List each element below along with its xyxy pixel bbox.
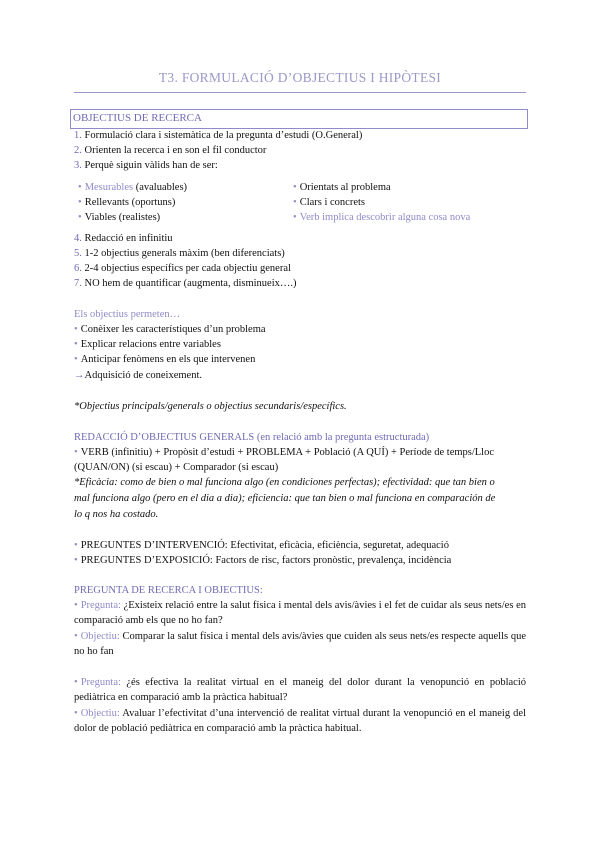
redaction-header: REDACCIÓ D’OBJECTIUS GENERALS (en relació amb la pregunta estructurada) <box>74 432 430 443</box>
example-1-objective: • Objectiu: Comparar la salut física i mental dels avis/àvies que cuiden als seus nets/es respecte aquells que no ho fan <box>74 631 526 657</box>
right-criteria-list <box>293 180 470 225</box>
list-item: • Rellevants (oportuns) <box>78 197 176 208</box>
objectives-header-box <box>70 109 528 129</box>
list-item: • Clars i concrets <box>293 197 365 208</box>
arrow-right-icon: → <box>74 370 85 381</box>
list-item: 4. Redacció en infinitiu <box>74 233 173 244</box>
redaction-formula-cont: (QUAN/ON) (si escau) + Comparador (si escau) <box>74 462 279 473</box>
left-criteria-list <box>78 180 187 225</box>
list-item: 1. Formulació clara i sistemàtica de la pregunta d’estudi (O.General) <box>74 130 363 141</box>
list-item: • Viables (realistes) <box>78 212 161 223</box>
list-item: 7. NO hem de quantificar (augmenta, disminueix….) <box>74 278 297 289</box>
list-item: 6. 2-4 objectius específics per cada objectiu general <box>74 263 291 274</box>
list-item: 3. Perquè siguin vàlids han de ser: <box>74 160 218 171</box>
pq-header: PREGUNTA DE RECERCA I OBJECTIUS: <box>74 585 263 596</box>
list-item: • PREGUNTES D’EXPOSICIÓ: Factors de risc, factors pronòstic, prevalença, incidència <box>74 555 452 566</box>
list-item: • Mesurables (avaluables) <box>78 182 188 193</box>
allow-header: Els objectius permeten… <box>74 309 181 320</box>
objectives-header: OBJECTIUS DE RECERCA <box>73 112 202 124</box>
efficacy-note: *Eficàcia: como de bien o mal funciona algo (en condiciones perfectas); efectividad: que tan bien o <box>74 477 495 488</box>
list-item: • Anticipar fenòmens en els que intervenen <box>74 354 256 365</box>
note: *Objectius principals/generals o objectius secundaris/específics. <box>74 401 347 412</box>
list-item: • Orientats al problema <box>293 182 391 193</box>
efficacy-note-end: lo q nos ha costado. <box>74 509 159 520</box>
example-2-objective: • Objectiu: Avaluar l’efectivitat d’una intervenció de realitat virtual durant la venopunció en el maneig del dolor de població pediàtrica en comparació amb la pràctica habitual. <box>74 708 526 734</box>
efficacy-note-cont: mal funciona algo (pero en el dia a dia); eficiencia: que tan bien o mal funciona en comparación de <box>74 493 496 504</box>
list-item: • PREGUNTES D’INTERVENCIÓ: Efectivitat, eficàcia, eficiència, seguretat, adequació <box>74 540 449 551</box>
list-item: • Verb implica descobrir alguna cosa nova <box>293 212 471 223</box>
redaction-formula: • VERB (infinitiu) + Propòsit d’estudi + PROBLEMA + Població (A QUÍ) + Període de temps/Lloc <box>74 447 495 458</box>
example-2-question: • Pregunta: ¿és efectiva la realitat virtual en el maneig del dolor durant la venopunció en població pediàtrica en comparació amb la pràctica habitual? <box>74 677 526 703</box>
page-title: T3. FORMULACIÓ D’OBJECTIUS I HIPÒTESI <box>74 70 526 93</box>
list-item: • Explicar relacions entre variables <box>74 339 221 350</box>
list-item: 2. Orienten la recerca i en son el fil conductor <box>74 145 267 156</box>
example-1-question: • Pregunta: ¿Existeix relació entre la salut física i mental dels avis/àvies i el fet de cuidar als seus nets/es en comparació amb els que no ho fan? <box>74 600 526 626</box>
list-item: • Conèixer les característiques d’un problema <box>74 324 266 335</box>
list-item: 5. 1-2 objectius generals màxim (ben diferenciats) <box>74 248 285 259</box>
allow-conclusion: →Adquisició de coneixement. <box>74 370 203 381</box>
